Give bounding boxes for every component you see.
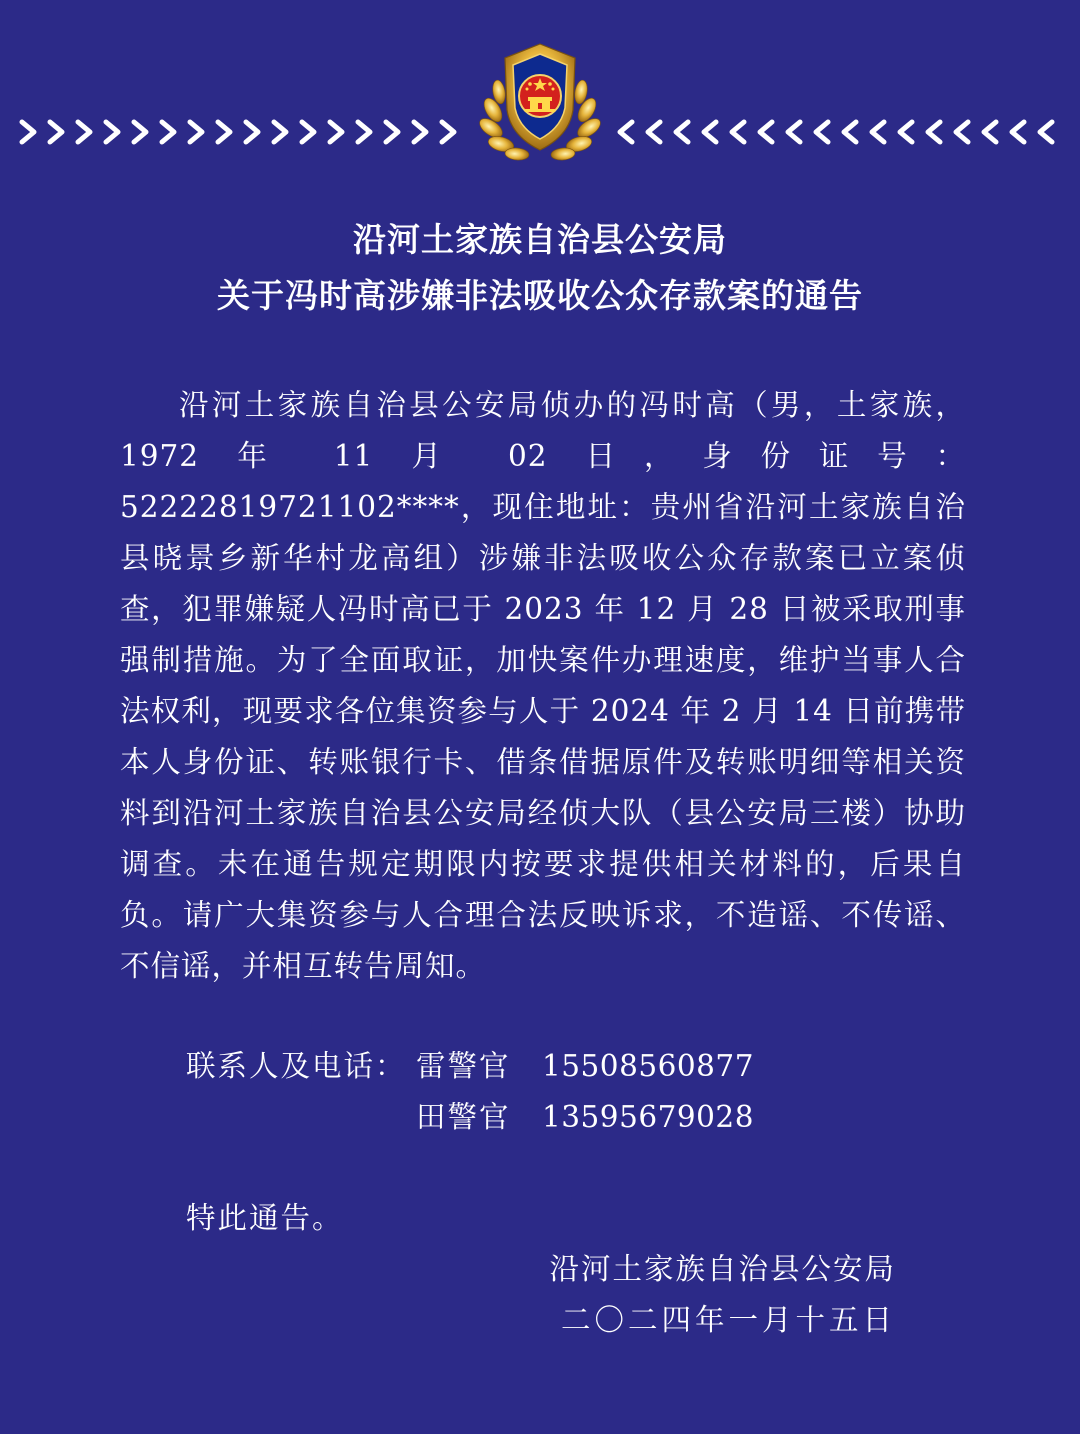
notice-title-line1: 沿河土家族自治县公安局 xyxy=(353,220,727,259)
chevron-right-icon xyxy=(184,112,212,152)
chevron-left-icon xyxy=(890,112,918,152)
chevron-right-icon xyxy=(16,112,44,152)
chevron-left-icon xyxy=(750,112,778,152)
chevron-right-icon xyxy=(240,112,268,152)
chevron-left-icon xyxy=(778,112,806,152)
chevron-right-icon xyxy=(380,112,408,152)
chevron-right-icon xyxy=(156,112,184,152)
signature-date: 二〇二四年一月十五日 xyxy=(560,1303,896,1337)
notice-title-line2: 关于冯时高涉嫌非法吸收公众存款案的通告 xyxy=(217,276,863,315)
closing-text: 特此通告。 xyxy=(186,1201,344,1235)
chevron-right-icon xyxy=(212,112,240,152)
chevron-right-icon xyxy=(436,112,464,152)
chevron-left-icon xyxy=(638,112,666,152)
chevron-right-icon xyxy=(324,112,352,152)
chevron-left-icon xyxy=(946,112,974,152)
chevron-left-icon xyxy=(1030,112,1058,152)
chevron-left-icon xyxy=(666,112,694,152)
chevron-right-icon xyxy=(296,112,324,152)
chevron-right-icon xyxy=(352,112,380,152)
police-badge-icon xyxy=(477,40,603,162)
contact-label: 联系人及电话： xyxy=(186,1049,407,1083)
chevron-left-icon xyxy=(806,112,834,152)
chevron-left-icon xyxy=(694,112,722,152)
chevron-right-icon xyxy=(100,112,128,152)
chevron-left-icon xyxy=(610,112,638,152)
chevron-left-icon xyxy=(862,112,890,152)
chevron-left-icon xyxy=(918,112,946,152)
chevron-right-icon xyxy=(408,112,436,152)
chevron-left-icon xyxy=(722,112,750,152)
chevron-right-icon xyxy=(44,112,72,152)
notice-body: 沿河土家族自治县公安局侦办的冯时高（男，土家族，1972 年 11 月 02 日，身份证号：52222819721102****，现住地址：贵州省沿河土家族自治县晓景乡新华村龙高组）涉嫌非法吸收公众存款案已立案侦查，犯罪嫌疑人冯时高已于 2023 年 12 月 28 日被采取刑事强制措施。为了全面取证，加快案件办理速度，维护当事人合法权利，现要求各位集资参与人于 2024 年 2 月 14 日前携带本人身份证、转账银行卡、借条借据原件及转账明细等相关资料到沿河土家族自治县公安局经侦大队（县公安局三楼）协助调查。未在通告规定期限内按要求提供相关材料的，后果自负。请广大集资参与人合理合法反映诉求，不造谣、不传谣、不信谣，并相互转告周知。 xyxy=(120,388,966,983)
chevron-row-right xyxy=(610,112,1058,152)
chevron-left-icon xyxy=(974,112,1002,152)
notice-header xyxy=(0,0,1080,180)
chevron-left-icon xyxy=(834,112,862,152)
contact-name-2: 田警官 xyxy=(416,1100,511,1134)
chevron-right-icon xyxy=(268,112,296,152)
chevron-right-icon xyxy=(72,112,100,152)
contact-phone-1: 15508560877 xyxy=(542,1049,754,1083)
signature-org: 沿河土家族自治县公安局 xyxy=(549,1252,896,1286)
chevron-left-icon xyxy=(1002,112,1030,152)
chevron-right-icon xyxy=(128,112,156,152)
chevron-row-left xyxy=(16,112,464,152)
contact-name-1: 雷警官 xyxy=(416,1049,511,1083)
contact-phone-2: 13595679028 xyxy=(542,1100,754,1134)
